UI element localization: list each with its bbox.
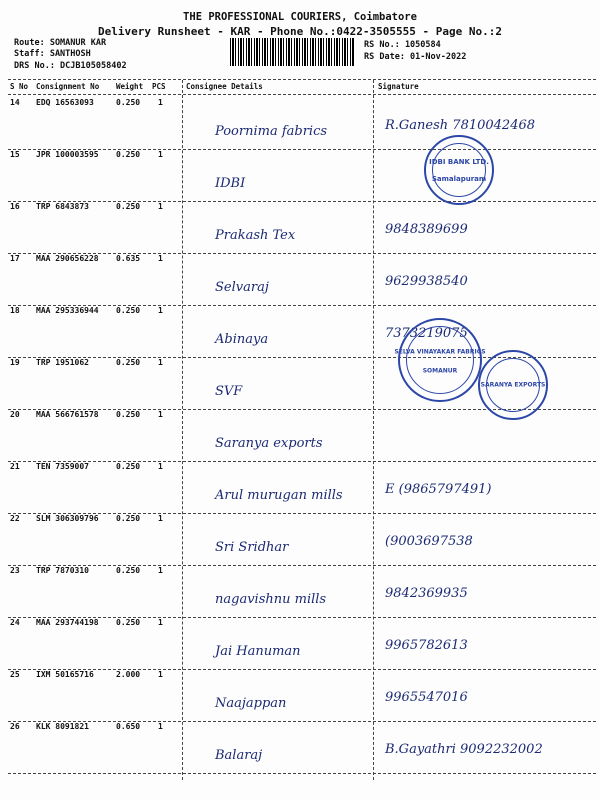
- company-title: THE PROFESSIONAL COURIERS, Coimbatore: [183, 11, 417, 23]
- table-top-rule: [8, 79, 596, 80]
- barcode: [230, 38, 355, 66]
- table-row: [0, 566, 600, 618]
- rs-date: RS Date: 01-Nov-2022: [364, 52, 467, 62]
- saranya-exports-stamp: SARANYA EXPORTS: [478, 350, 548, 420]
- serial-number: 16: [10, 202, 20, 211]
- table-row: [0, 462, 600, 514]
- consignment-number: TRP 7870310: [36, 566, 89, 575]
- col-weight: Weight: [116, 82, 144, 91]
- handwritten-consignee: Arul murugan mills: [215, 488, 343, 503]
- pieces-count: 1: [158, 150, 163, 159]
- weight-value: 0.250: [116, 98, 141, 107]
- weight-value: 0.635: [116, 254, 141, 263]
- serial-number: 23: [10, 566, 20, 575]
- consignment-number: MAA 566761578: [36, 410, 99, 419]
- handwritten-consignee: Jai Hanuman: [215, 644, 301, 659]
- handwritten-consignee: Saranya exports: [215, 436, 323, 451]
- route-label: Route: SOMANUR KAR: [14, 38, 107, 48]
- weight-value: 0.250: [116, 566, 141, 575]
- serial-number: 17: [10, 254, 20, 263]
- table-row: [0, 254, 600, 306]
- consignment-number: MAA 293744198: [36, 618, 99, 627]
- header-rule: [8, 94, 596, 95]
- handwritten-signature: 9965547016: [385, 690, 468, 705]
- table-row: [0, 202, 600, 254]
- serial-number: 15: [10, 150, 20, 159]
- handwritten-consignee: Selvaraj: [215, 280, 269, 295]
- handwritten-signature: B.Gayathri 9092232002: [385, 742, 543, 757]
- handwritten-signature: (9003697538: [385, 534, 473, 549]
- handwritten-consignee: Prakash Tex: [215, 228, 296, 243]
- serial-number: 25: [10, 670, 20, 679]
- serial-number: 14: [10, 98, 20, 107]
- handwritten-consignee: IDBI: [215, 176, 246, 191]
- consignment-number: MAA 290656228: [36, 254, 99, 263]
- table-row: [0, 670, 600, 722]
- runsheet-subtitle: Delivery Runsheet - KAR - Phone No.:0422-3505555 - Page No.:2: [98, 25, 502, 38]
- table-row: [0, 514, 600, 566]
- handwritten-consignee: Sri Sridhar: [215, 540, 289, 555]
- serial-number: 24: [10, 618, 20, 627]
- handwritten-signature: 7373219075: [385, 326, 468, 341]
- col-consignee: Consignee Details: [186, 82, 263, 91]
- weight-value: 0.650: [116, 722, 141, 731]
- consignment-number: TRP 1951062: [36, 358, 89, 367]
- pieces-count: 1: [158, 566, 163, 575]
- handwritten-consignee: Poornima fabrics: [215, 124, 328, 139]
- weight-value: 0.250: [116, 306, 141, 315]
- weight-value: 0.250: [116, 410, 141, 419]
- weight-value: 0.250: [116, 514, 141, 523]
- consignment-number: KLK 8091821: [36, 722, 89, 731]
- pieces-count: 1: [158, 462, 163, 471]
- weight-value: 0.250: [116, 150, 141, 159]
- col-sno: S No: [10, 82, 29, 91]
- serial-number: 21: [10, 462, 20, 471]
- handwritten-consignee: Abinaya: [215, 332, 269, 347]
- rs-number: RS No.: 1050584: [364, 40, 441, 50]
- consignment-number: MAA 295336944: [36, 306, 99, 315]
- handwritten-consignee: nagavishnu mills: [215, 592, 327, 607]
- weight-value: 2.000: [116, 670, 141, 679]
- table-row: [0, 618, 600, 670]
- serial-number: 20: [10, 410, 20, 419]
- serial-number: 19: [10, 358, 20, 367]
- row-separator: [8, 773, 596, 774]
- consignment-number: IXM 50165716: [36, 670, 94, 679]
- serial-number: 26: [10, 722, 20, 731]
- handwritten-signature: 9965782613: [385, 638, 468, 653]
- consignment-number: JPR 100003595: [36, 150, 99, 159]
- col-consignment: Consignment No: [36, 82, 100, 91]
- consignment-number: TRP 6843873: [36, 202, 89, 211]
- handwritten-signature: 9842369935: [385, 586, 468, 601]
- weight-value: 0.250: [116, 462, 141, 471]
- handwritten-signature: R.Ganesh 7810042468: [385, 118, 536, 133]
- col-signature: Signature: [378, 82, 419, 91]
- consignment-number: EDQ 16563093: [36, 98, 94, 107]
- pieces-count: 1: [158, 98, 163, 107]
- pieces-count: 1: [158, 722, 163, 731]
- pieces-count: 1: [158, 306, 163, 315]
- table-row: [0, 98, 600, 150]
- weight-value: 0.250: [116, 202, 141, 211]
- handwritten-consignee: Naajappan: [215, 696, 287, 711]
- consignment-number: TEN 7359007: [36, 462, 89, 471]
- pieces-count: 1: [158, 358, 163, 367]
- pieces-count: 1: [158, 410, 163, 419]
- weight-value: 0.250: [116, 618, 141, 627]
- handwritten-signature: 9629938540: [385, 274, 468, 289]
- drs-number: DRS No.: DCJB105058402: [14, 61, 127, 71]
- idbi-stamp: IDBI BANK LTD. Samalapuram: [424, 135, 494, 205]
- handwritten-signature: E (9865797491): [385, 482, 492, 497]
- table-row: [0, 722, 600, 774]
- col-pcs: PCS: [152, 82, 166, 91]
- staff-label: Staff: SANTHOSH: [14, 49, 91, 59]
- pieces-count: 1: [158, 514, 163, 523]
- pieces-count: 1: [158, 254, 163, 263]
- serial-number: 18: [10, 306, 20, 315]
- serial-number: 22: [10, 514, 20, 523]
- pieces-count: 1: [158, 202, 163, 211]
- pieces-count: 1: [158, 670, 163, 679]
- selva-fabrics-stamp: SELVA VINAYAKAR FABRICS SOMANUR: [398, 318, 482, 402]
- handwritten-signature: 9848389699: [385, 222, 468, 237]
- consignment-number: SLM 306309796: [36, 514, 99, 523]
- table-row: [0, 150, 600, 202]
- weight-value: 0.250: [116, 358, 141, 367]
- pieces-count: 1: [158, 618, 163, 627]
- handwritten-consignee: SVF: [215, 384, 243, 399]
- handwritten-consignee: Balaraj: [215, 748, 263, 763]
